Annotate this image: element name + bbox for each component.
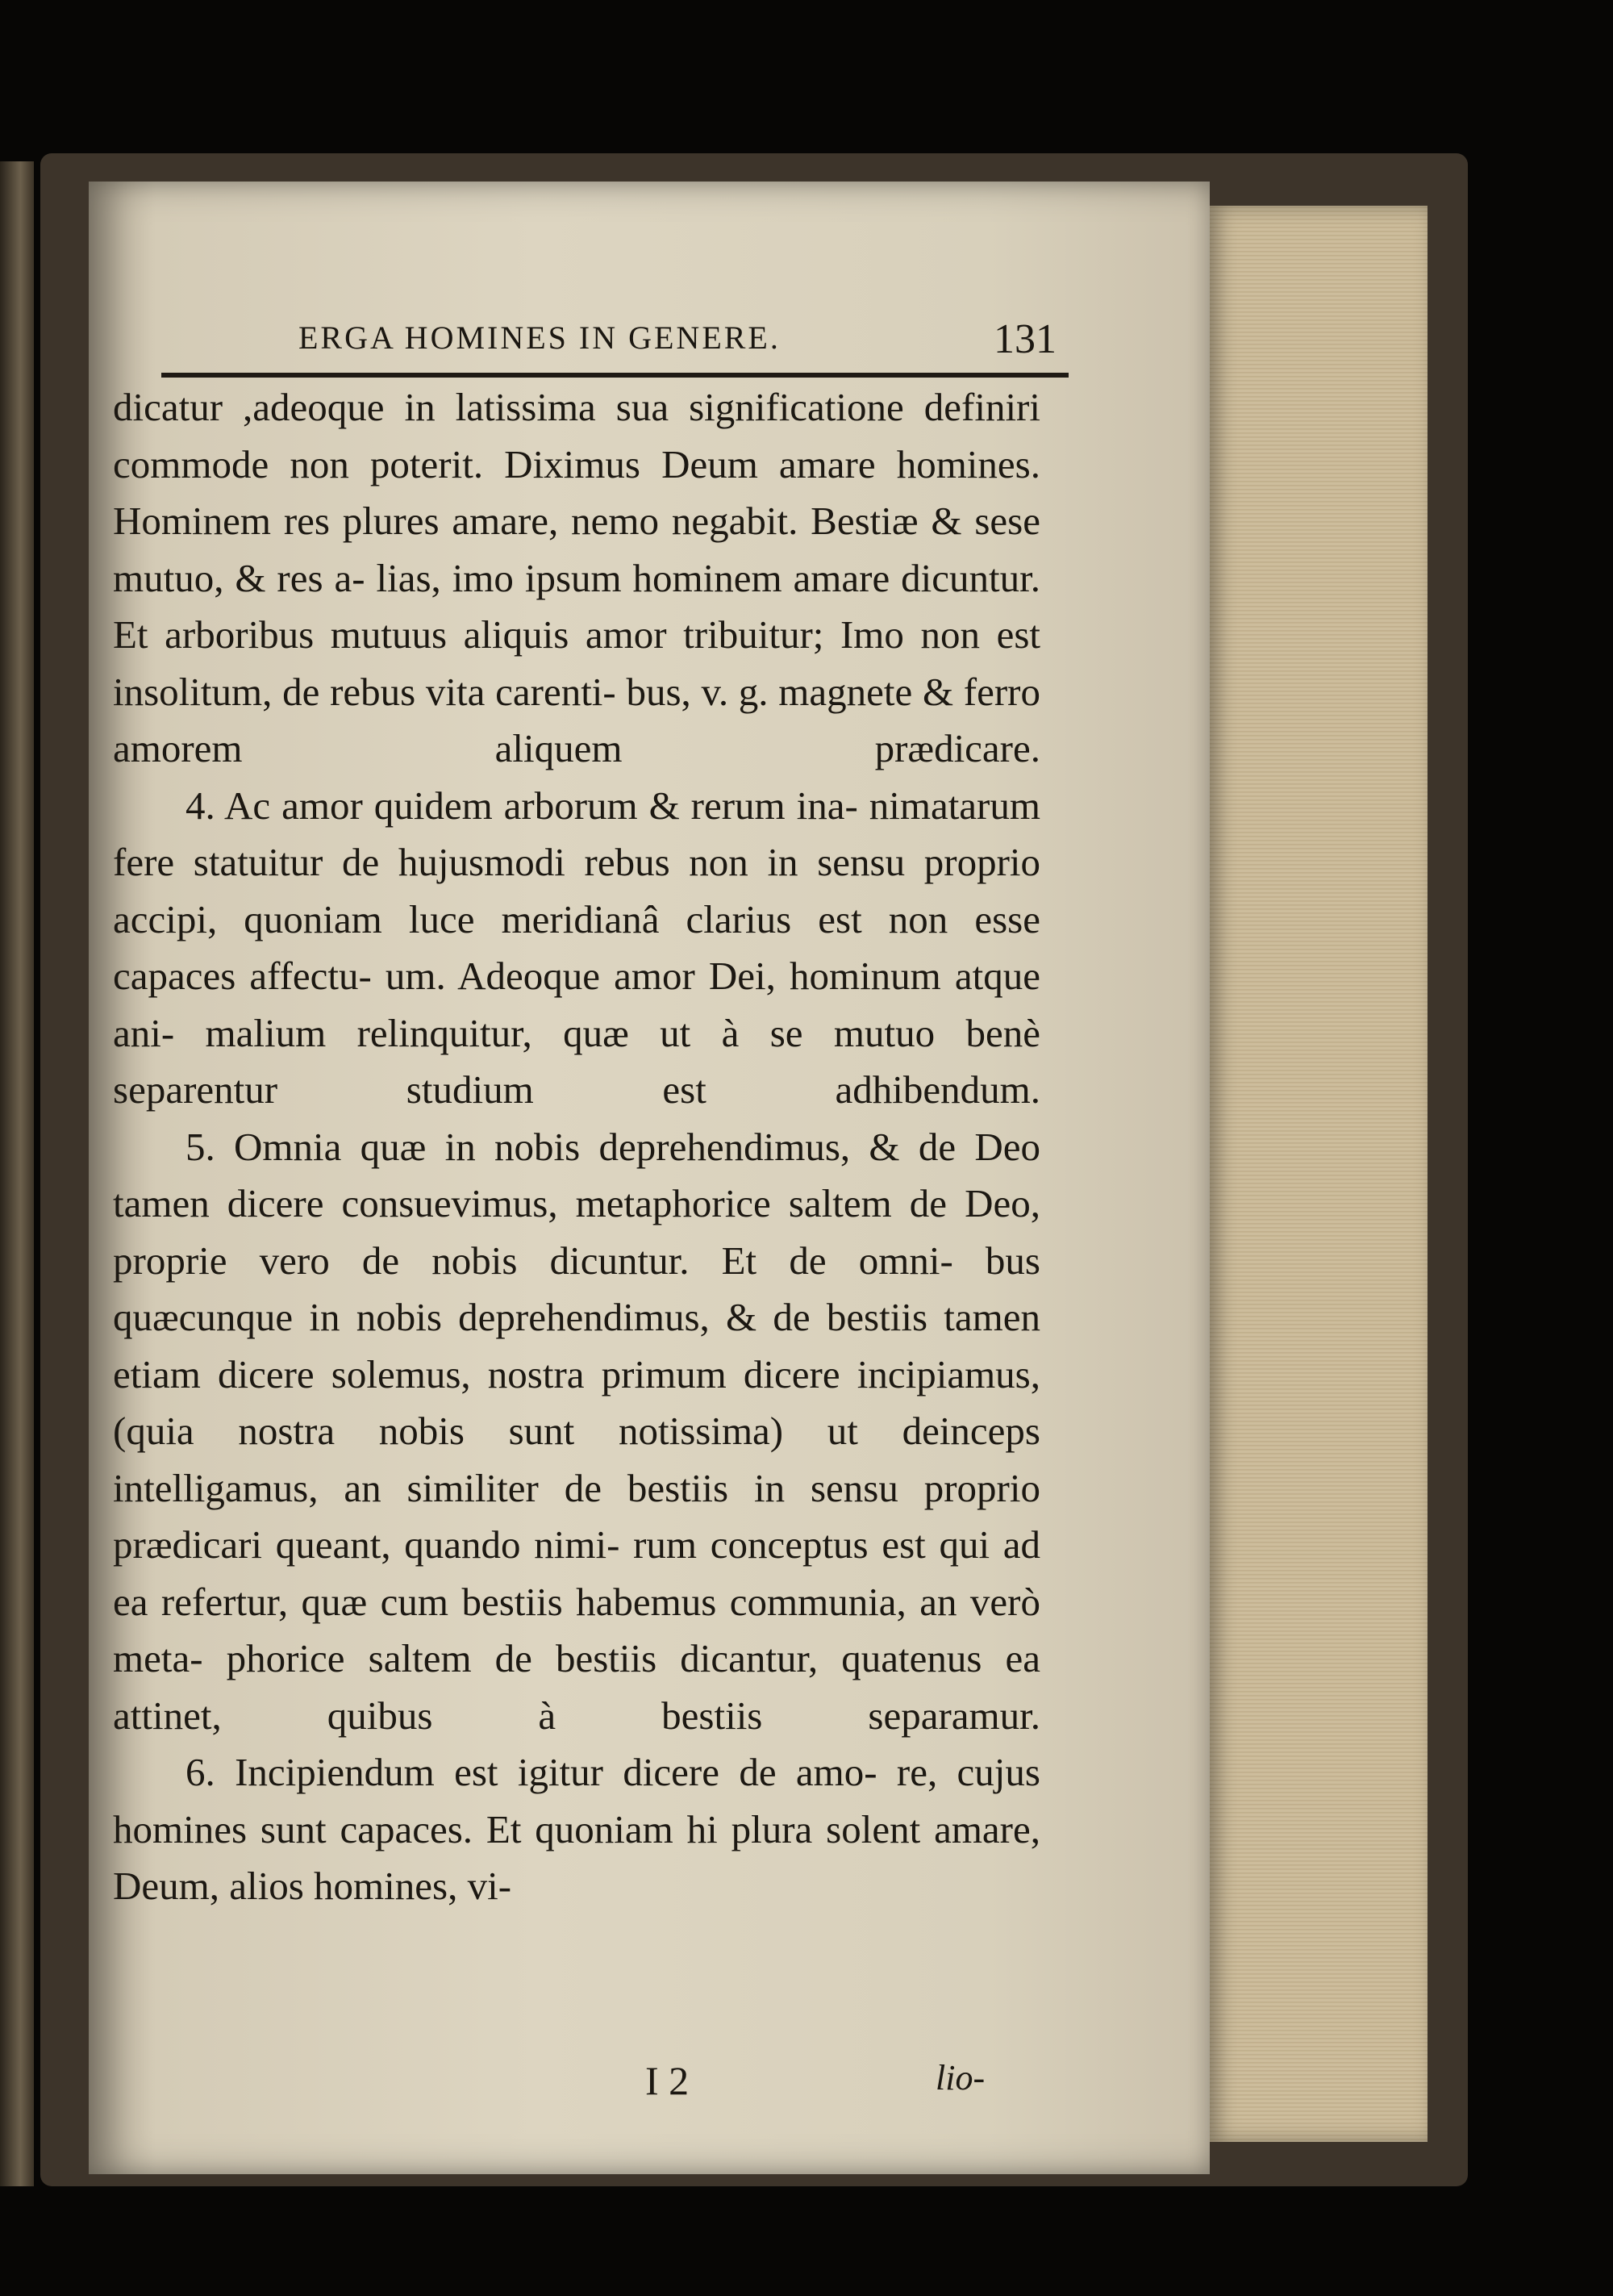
body-text xyxy=(113,379,1040,1915)
paragraph-6: 6. Incipiendum est igitur dicere de amo- re, cujus homines sunt capaces. Et quoniam hi plura solent amare, Deum, alios homines, vi- xyxy=(113,1750,1040,1908)
running-head-title: ERGA HOMINES IN GENERE. xyxy=(298,319,781,356)
catchword: lio- xyxy=(936,2058,986,2098)
signature-mark: I 2 xyxy=(645,2058,690,2103)
paragraph-5: 5. Omnia quæ in nobis deprehendimus, & de Deo tamen dicere consuevimus, metaphorice saltem de Deo, proprie vero de nobis dicuntur. Et de omni- bus quæcunque in nobis deprehendimus, & de bestiis tamen etiam dicere solemus, nostra primum dicere incipiamus, (quia nostra nobis sunt notissima) ut deinceps intelligamus, an similiter de bestiis in sensu proprio prædicari queant, quando nimi- rum conceptus est qui ad ea refertur, quæ cum bestiis habemus communia, an verò meta- phorice saltem de bestiis dicantur, quatenus ea attinet, quibus à bestiis separamur. xyxy=(113,1124,1040,1738)
running-head xyxy=(298,316,1073,375)
page-number: 131 xyxy=(994,316,1057,362)
adjacent-page-edge xyxy=(0,161,34,2186)
paragraph-4: 4. Ac amor quidem arborum & rerum ina- nimatarum fere statuitur de hujusmodi rebus non in sensu proprio accipi, quoniam luce meridianâ clarius est non esse capaces affectu- um. Adeoque amor Dei, hominum atque ani- malium relinquitur, quæ ut à se mutuo benè separentur studium est adhibendum. xyxy=(113,783,1040,1112)
paragraph-continuation: dicatur ,adeoque in latissima sua significatione definiri commode non poterit. Diximus Deum amare homines. Hominem res plures amare, nemo negabit. Bestiæ & sese mutuo, & res a- lias, imo ipsum hominem amare dicuntur. Et arboribus mutuus aliquis amor tribuitur; Imo non est insolitum, de rebus vita carenti- bus, v. g. magnete & ferro amorem aliquem prædicare. xyxy=(113,385,1040,770)
page-block-fore-edge xyxy=(1210,206,1428,2142)
header-rule xyxy=(161,373,1069,378)
